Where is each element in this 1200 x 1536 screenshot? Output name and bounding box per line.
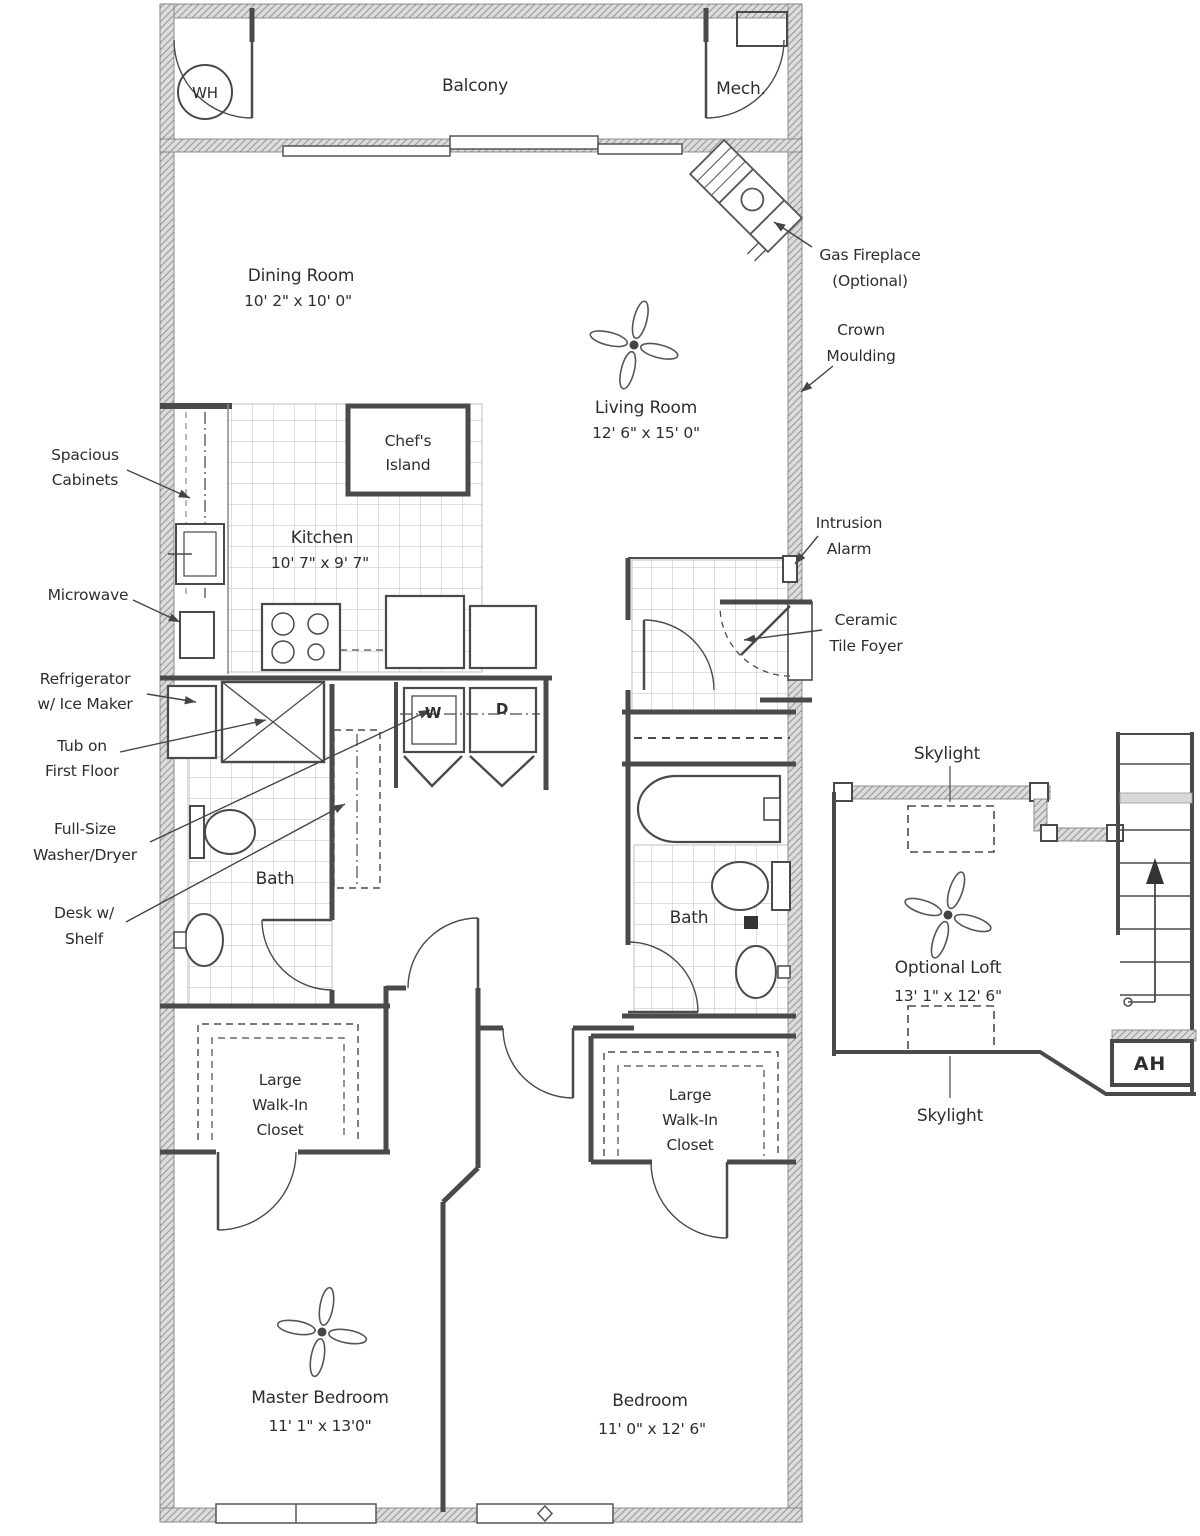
label-wh: WH	[192, 84, 218, 102]
label-bath-left: Bath	[255, 869, 295, 889]
label-loft-dims: 13' 1" x 12' 6"	[894, 987, 1002, 1005]
entry-alcove	[788, 602, 812, 680]
staircase	[1112, 732, 1196, 1096]
hall-walls	[160, 918, 634, 1512]
label-optional-loft: Optional Loft	[894, 958, 1002, 978]
label-living-dims: 12' 6" x 15' 0"	[592, 424, 700, 442]
label-bedroom-dims: 11' 0" x 12' 6"	[598, 1420, 706, 1438]
counter-cabinet	[386, 596, 464, 668]
label-dining-dims: 10' 2" x 10' 0"	[244, 292, 352, 310]
label-dryer: D	[495, 700, 509, 718]
refrigerator-icon	[168, 686, 216, 758]
skylight-icon	[908, 806, 994, 852]
ceiling-fan-icon	[270, 1280, 374, 1384]
callout-fridge-2: w/ Ice Maker	[37, 695, 133, 713]
label-mech: Mech.	[716, 79, 766, 99]
label-chefs-island-1: Chef's	[384, 432, 432, 450]
label-closet-right-1: Large	[668, 1086, 712, 1104]
toilet-icon	[190, 806, 204, 858]
label-skylight-top: Skylight	[913, 744, 981, 764]
callout-tub-1: Tub on	[57, 737, 107, 755]
callout-wd-2: Washer/Dryer	[33, 846, 137, 864]
dryer-icon	[470, 688, 536, 752]
gas-fireplace-icon	[679, 140, 802, 263]
callout-crown-1: Crown	[837, 321, 885, 339]
label-living-room: Living Room	[594, 398, 698, 418]
callout-desk-1: Desk w/	[54, 904, 114, 922]
skylight-icon	[908, 1006, 994, 1052]
label-closet-right-2: Walk-In	[662, 1111, 718, 1129]
callout-alarm-2: Alarm	[826, 540, 872, 558]
label-closet-left-1: Large	[258, 1071, 302, 1089]
ceiling-fan-icon	[891, 858, 1004, 971]
callout-tub-2: First Floor	[45, 762, 119, 780]
walkin-closet-left	[160, 1006, 390, 1230]
label-master-bedroom: Master Bedroom	[251, 1388, 389, 1408]
label-ah: AH	[1133, 1053, 1167, 1075]
chefs-island	[348, 406, 468, 494]
callout-alarm-1: Intrusion	[815, 514, 883, 532]
callout-microwave: Microwave	[47, 586, 129, 604]
sink-icon	[736, 946, 776, 998]
callout-desk-2: Shelf	[65, 930, 103, 948]
callout-gas-fireplace-1: Gas Fireplace	[819, 246, 921, 264]
label-skylight-bottom: Skylight	[916, 1106, 984, 1126]
bathtub-icon	[638, 776, 780, 842]
ceiling-fan-icon	[579, 290, 688, 399]
callout-cabinets-1: Spacious	[51, 446, 119, 464]
label-balcony: Balcony	[442, 76, 508, 96]
intrusion-alarm-icon	[783, 556, 797, 582]
callout-foyer-1: Ceramic	[834, 611, 898, 629]
label-bedroom: Bedroom	[612, 1391, 688, 1411]
label-dining-room: Dining Room	[247, 266, 355, 286]
label-closet-left-2: Walk-In	[252, 1096, 308, 1114]
balcony-area	[174, 8, 787, 119]
label-washer: W	[424, 704, 442, 722]
label-closet-right-3: Closet	[666, 1136, 714, 1154]
label-kitchen-dims: 10' 7" x 9' 7"	[270, 554, 370, 572]
bifold-door	[470, 756, 534, 786]
label-bath-right: Bath	[669, 908, 709, 928]
bifold-door	[404, 756, 462, 786]
callout-gas-fireplace-2: (Optional)	[832, 272, 908, 290]
toilet-icon	[772, 862, 790, 910]
label-master-dims: 11' 1" x 13'0"	[268, 1417, 372, 1435]
callout-fridge-1: Refrigerator	[39, 670, 131, 688]
counter-cabinet	[470, 606, 536, 668]
microwave-icon	[180, 612, 214, 658]
label-kitchen: Kitchen	[290, 528, 354, 548]
callout-crown-2: Moulding	[826, 347, 896, 365]
label-chefs-island-2: Island	[385, 456, 431, 474]
callout-wd-1: Full-Size	[53, 820, 117, 838]
stove-icon	[262, 604, 340, 670]
callout-cabinets-2: Cabinets	[51, 471, 119, 489]
sink-icon	[185, 914, 223, 966]
callout-foyer-2: Tile Foyer	[829, 637, 903, 655]
label-closet-left-3: Closet	[256, 1121, 304, 1139]
